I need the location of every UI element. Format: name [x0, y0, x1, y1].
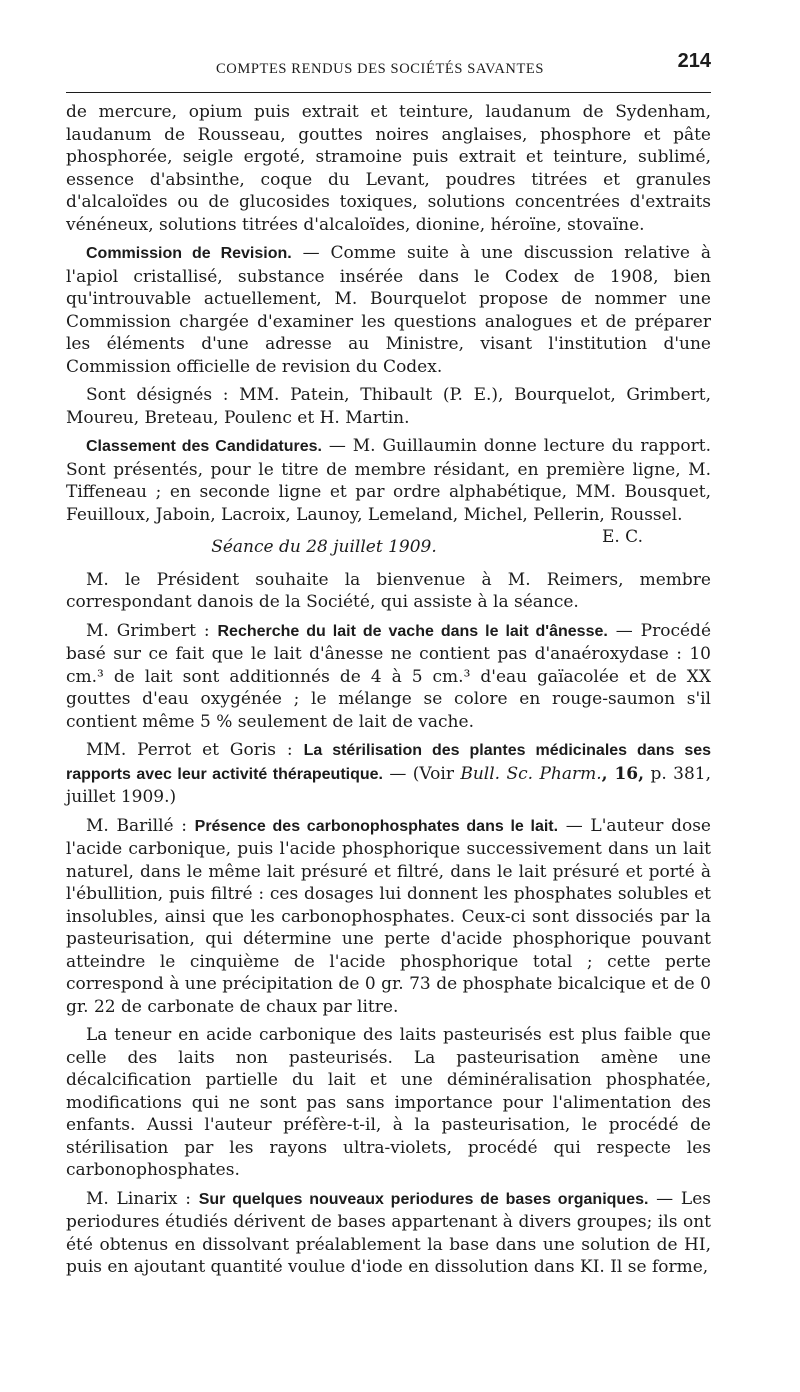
text-perrot-goris-b: p. 381, juillet 1909.) [66, 763, 712, 807]
section-title-commission: Commission de Revision. [86, 245, 292, 262]
author-linarix: M. Linarix : [86, 1188, 199, 1209]
paragraph-continuation: de mercure, opium puis extrait et teinture, laudanum de Sydenham, laudanum de Rousseau, gouttes noires anglaises, phosphore et pâte phosphorée, seigle ergoté, stramoine puis extrait et teinture, sublimé, essence d'absinthe, coque du Levant, poudres titrées et granules d'alcaloïdes ou de glucosides toxiques, solutions concentrées d'extraits vénéneux, solutions titrées d'alcaloïdes, dionine, héroïne, stovaïne. [66, 102, 711, 235]
document-page [66, 48, 711, 1285]
text-perrot-goris-a: — (Voir [383, 763, 461, 784]
title-grimbert: Recherche du lait de vache dans le lait d'ânesse. [217, 622, 608, 640]
paragraph-barille [66, 815, 711, 1019]
running-head: COMPTES RENDUS DES SOCIÉTÉS SAVANTES [216, 61, 545, 77]
signature-initials: E. C. [601, 527, 643, 547]
header-rule [66, 92, 711, 93]
page-header [66, 48, 711, 82]
paragraph-candidatures-text: — M. Guillaumin donne lecture du rapport. Sont présentés, pour le titre de membre résidant, en première ligne, M. Tiffeneau ; en seconde ligne et par ordre alphabétique, MM. Bousquet, Feuilloux, Jaboin, Lacroix, Launoy, Lemeland, Michel, Pellerin, Roussel. [66, 436, 712, 525]
journal-volume: , 16, [601, 763, 645, 784]
paragraph-commission-text: — Comme suite à une discussion relative à l'apiol cristallisé, substance insérée dans le Codex de 1908, bien qu'introuvable actuellement, M. Bourquelot propose de nommer une Commission chargée d'examiner les questions analogues et de préparer les éléments d'une adresse au Ministre, visant l'institution d'une Commission officielle de revision du Codex. [66, 243, 711, 377]
title-barille: Présence des carbonophosphates dans le lait. [194, 817, 559, 835]
author-perrot-goris: MM. Perrot et Goris : [86, 740, 304, 760]
text-barille: — L'auteur dose l'acide carbonique, puis l'acide phosphorique successivement dans un lait naturel, dans le même lait présuré et filtré, dans le lait présuré et porté à l'ébullition, puis filtré : ces dosages lui donnent les phosphates solubles et insolubles, ainsi que les carbonophosphates. Ceux-ci sont dissociés par la pasteurisation, qui détermine une perte d'acide phosphorique pouvant atteindre le cinquième de l'acide phosphorique total ; cette perte correspond à une précipitation de 0 gr. 73 de phosphate bicalcique et de 0 gr. 22 de carbonate de chaux par litre. [66, 815, 711, 1017]
paragraph-perrot-goris [66, 739, 711, 809]
paragraph-grimbert [66, 620, 711, 734]
title-perrot-goris: La stérilisation des plantes médicinales dans ses rapports avec leur activité thérapeutique. [66, 742, 712, 783]
paragraph-designated: Sont désignés : MM. Patein, Thibault (P. E.), Bourquelot, Grimbert, Moureu, Breteau, Poulenc et H. Martin. [66, 385, 711, 428]
journal-reference: Bull. Sc. Pharm. [460, 763, 602, 784]
paragraph-president: M. le Président souhaite la bienvenue à M. Reimers, membre correspondant danois de la Société, qui assiste à la séance. [66, 569, 711, 612]
section-title-candidatures: Classement des Candidatures. [86, 438, 322, 455]
text-grimbert: — Procédé basé sur ce fait que le lait d'ânesse ne contient pas d'anaéroxydase : 10 cm.³ de lait sont additionnés de 4 à 5 cm.³ d'eau gaïacolée et de XX gouttes d'eau oxygénée ; le mélange se colore en rouge-saumon s'il contient même 5 % seulement de lait de vache. [66, 620, 711, 732]
title-linarix: Sur quelques nouveaux periodures de bases organiques. [198, 1190, 649, 1208]
session-heading: Séance du 28 juillet 1909. [211, 537, 437, 557]
paragraph-commission [66, 242, 711, 378]
author-grimbert: M. Grimbert : [86, 620, 218, 641]
page-number: 214 [677, 50, 711, 72]
text-linarix: — Les periodures étudiés dérivent de bases appartenant à divers groupes; ils ont été obtenus en dissolvant préalablement la base dans une solution de HI, puis en ajoutant quantité voulue d'iode en dissolution dans KI. Il se forme, [66, 1188, 711, 1277]
paragraph-linarix [66, 1188, 711, 1279]
author-barille: M. Barillé : [86, 815, 195, 836]
paragraph-pasteurisation: La teneur en acide carbonique des laits pasteurisés est plus faible que celle des laits non pasteurisés. La pasteurisation amène une décalcification partielle du lait et une déminéralisation phosphatée, modifications qui ne sont pas sans importance pour l'alimentation des enfants. Aussi l'auteur préfère-t-il, à la pasteurisation, le procédé de stérilisation par les rayons ultra-violets, procédé qui respecte les carbonophosphates. [66, 1025, 711, 1180]
